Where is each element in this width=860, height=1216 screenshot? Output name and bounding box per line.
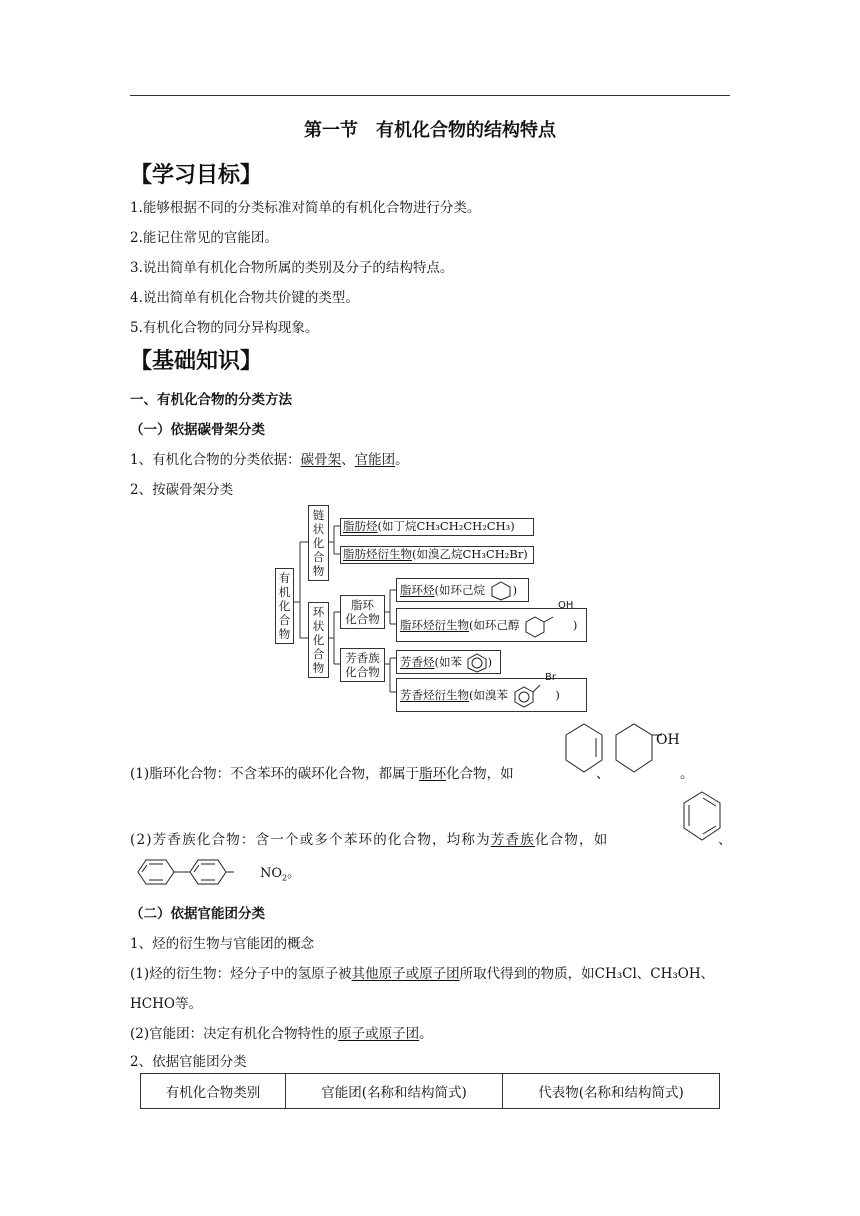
table-header-row xyxy=(141,1074,720,1109)
no2-label: $NO_2$。 xyxy=(260,866,301,883)
bromobenzene-icon xyxy=(512,681,552,711)
para-skeleton-classification: 2、按碳骨架分类 xyxy=(130,482,234,498)
functional-group-table xyxy=(140,1073,720,1109)
alicyclic-separator: 、 xyxy=(596,766,610,782)
cyclohexanol-icon xyxy=(523,611,569,641)
oh-label: OH xyxy=(656,732,680,748)
cyclohexanol-ring-icon xyxy=(612,722,662,778)
para-hydrocarbon-derivative: (1)烃的衍生物：烃分子中的氢原子被其他原子或原子团所取代得到的物质，如CH₃Cl、CH₃OH、 xyxy=(130,966,715,982)
alicyclic-hydrocarbon-box: 脂环烃(如环己烷 ) xyxy=(396,578,529,602)
ring-compound-box: 环 状 化 合 物 xyxy=(308,602,329,678)
chain-compound-box: 链 状 化 合 物 xyxy=(308,505,329,581)
sub1-title: （一）依据碳骨架分类 xyxy=(130,422,265,438)
part1-title: 一、有机化合物的分类方法 xyxy=(130,392,292,408)
section-title: 第一节 有机化合物的结构特点 xyxy=(304,120,556,141)
header-rule xyxy=(130,95,730,96)
nitrobiphenyl-icon xyxy=(130,857,264,887)
aromatic-derivative-box: 芳香烃衍生物(如溴苯 Br ) xyxy=(396,678,587,712)
objective-4: 4.说出简单有机化合物共价键的类型。 xyxy=(130,290,359,306)
para-classification-basis: 1、有机化合物的分类依据：碳骨架、官能团。 xyxy=(130,452,409,468)
alicyclic-group-box: 脂环 化合物 xyxy=(340,595,385,629)
alicyclic-end: 。 xyxy=(680,766,694,782)
para-aromatic: (2)芳香族化合物：含一个或多个苯环的化合物，均称为芳香族化合物，如 xyxy=(130,832,609,848)
objective-2: 2.能记住常见的官能团。 xyxy=(130,230,278,246)
para-functional-group: (2)官能团：决定有机化合物特性的原子或原子团。 xyxy=(130,1026,433,1042)
diagram-oh-label: OH xyxy=(558,600,574,611)
aromatic-group-box: 芳香族 化合物 xyxy=(340,648,385,682)
para-functional-classification: 2、依据官能团分类 xyxy=(130,1054,247,1070)
objective-3: 3.说出简单有机化合物所属的类别及分子的结构特点。 xyxy=(130,260,454,276)
aromatic-hydrocarbon-box: 芳香烃(如苯 ) xyxy=(396,650,501,674)
sub2-title: （二）依据官能团分类 xyxy=(130,906,265,922)
objective-1: 1.能够根据不同的分类标准对简单的有机化合物进行分类。 xyxy=(130,200,481,216)
aliphatic-derivative-box: 脂肪烃衍生物(如溴乙烷CH₃CH₂Br) xyxy=(340,546,534,564)
objectives-heading: 【学习目标】 xyxy=(130,163,263,188)
aromatic-separator: 、 xyxy=(718,832,732,848)
root-box: 有 机 化 合 物 xyxy=(275,568,294,644)
para-hydrocarbon-derivative-cont: HCHO等。 xyxy=(130,996,202,1012)
cyclohexane-icon xyxy=(489,581,513,601)
table-header-cell: 有机化合物类别 xyxy=(141,1074,286,1109)
benzene-icon xyxy=(466,653,488,673)
para-alicyclic: (1)脂环化合物：不含苯环的碳环化合物，都属于脂环化合物，如 xyxy=(130,766,514,782)
diagram-br-label: Br xyxy=(545,672,556,683)
alicyclic-derivative-box: 脂环烃衍生物(如环己醇 OH ) xyxy=(396,608,587,642)
table-header-cell: 代表物(名称和结构简式) xyxy=(503,1074,720,1109)
basics-heading: 【基础知识】 xyxy=(130,349,263,374)
para-derivative-concept: 1、烃的衍生物与官能团的概念 xyxy=(130,936,315,952)
objective-5: 5.有机化合物的同分异构现象。 xyxy=(130,320,319,336)
aliphatic-hydrocarbon-box: 脂肪烃(如丁烷CH₃CH₂CH₂CH₃) xyxy=(340,518,534,536)
table-header-cell: 官能团(名称和结构简式) xyxy=(286,1074,503,1109)
